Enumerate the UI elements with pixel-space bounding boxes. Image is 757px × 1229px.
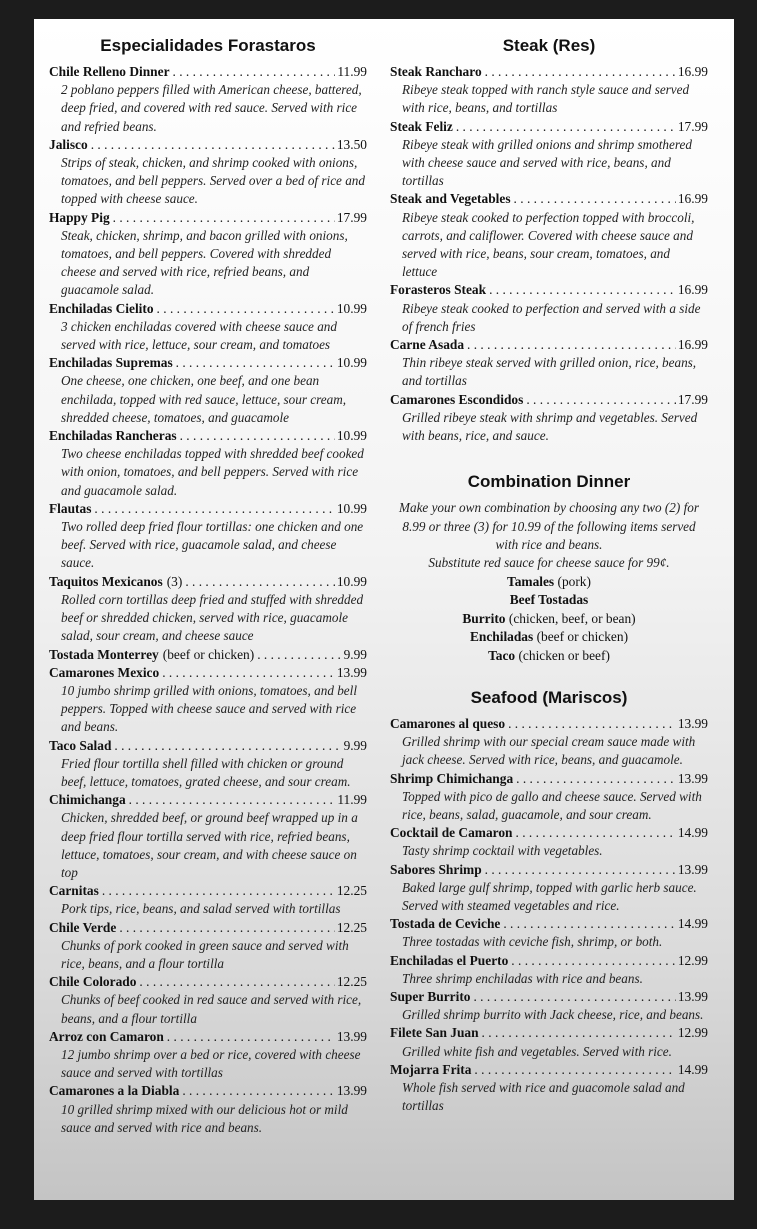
item-name: Flautas xyxy=(49,500,92,516)
dot-leader xyxy=(489,281,676,299)
item-note: (beef or chicken) xyxy=(162,646,255,662)
option-note: (pork) xyxy=(557,573,591,589)
menu-item-header xyxy=(49,882,367,900)
dot-leader xyxy=(257,646,341,664)
item-name: Jalisco xyxy=(49,136,88,152)
item-name: Taquitos Mexicanos xyxy=(49,573,163,589)
option-name: Enchiladas xyxy=(469,629,534,645)
menu-item xyxy=(49,209,367,300)
section-title: Combination Dinner xyxy=(467,472,631,492)
menu-item xyxy=(49,973,367,1028)
dot-leader xyxy=(94,500,334,518)
option-name: Tamales xyxy=(507,573,555,589)
item-name: Enchiladas Supremas xyxy=(49,355,173,371)
item-description: Rolled corn tortillas deep fried and stuffed with shredded beef or shredded chicken, served with rice, guacamole salad, sour cream, and cheese sauce xyxy=(61,591,364,644)
item-description: One cheese, one chicken, one beef, and one bean enchilada, topped with red sauce, lettuce, sour cream, shredded cheese, tomatoes, and guacamole xyxy=(61,373,347,425)
dot-leader xyxy=(482,1024,676,1042)
item-description: Three shrimp enchiladas with rice and beans. xyxy=(402,970,643,986)
item-name: Taco Salad xyxy=(49,737,112,753)
menu-item-header xyxy=(49,737,367,755)
item-price: 14.99 xyxy=(677,916,708,932)
menu-item xyxy=(49,354,367,427)
dot-leader xyxy=(162,664,335,682)
menu-item-header xyxy=(390,336,708,354)
option-note: (chicken or beef) xyxy=(518,647,610,663)
menu-item-header xyxy=(390,118,708,136)
menu-item xyxy=(49,737,367,792)
menu-item-header xyxy=(390,63,708,81)
dot-leader xyxy=(91,136,335,154)
menu-item-header xyxy=(49,973,367,991)
menu-item xyxy=(390,1024,708,1060)
item-name: Steak Rancharo xyxy=(390,64,482,79)
item-description: Ribeye steak topped with ranch style sauce and served with rice, beans, and tortillas xyxy=(402,82,690,116)
dot-leader xyxy=(516,770,676,788)
right-column xyxy=(390,35,708,1115)
item-description: Fried flour tortilla shell filled with chicken or ground beef, lettuce, tomatoes, grated cheese, and sour cream. xyxy=(61,755,351,789)
dot-leader xyxy=(511,952,676,970)
dot-leader xyxy=(456,118,676,136)
item-name: Chimichanga xyxy=(49,792,126,808)
menu-item-header xyxy=(49,500,367,518)
item-description: Topped with pico de gallo and cheese sauce. Served with rice, beans, salad, guacamole, and sour cream. xyxy=(402,788,702,822)
item-name: Arroz con Camaron xyxy=(49,1028,164,1044)
item-name: Chile Colorado xyxy=(49,974,137,990)
item-price: 17.99 xyxy=(677,391,708,407)
item-price: 12.99 xyxy=(677,1025,708,1041)
dot-leader xyxy=(526,391,676,409)
option-name: Beef Tostadas xyxy=(509,592,589,608)
item-price: 13.99 xyxy=(677,715,708,731)
menu-item-header xyxy=(49,209,367,227)
item-name: Steak Feliz xyxy=(390,118,453,134)
left-column xyxy=(49,35,367,1137)
menu-item-header xyxy=(49,1028,367,1046)
item-description: Ribeye steak cooked to perfection and served with a side of french fries xyxy=(402,300,701,334)
dot-leader xyxy=(503,915,676,933)
item-description: Tasty shrimp cocktail with vegetables. xyxy=(402,843,603,859)
dot-leader xyxy=(185,573,335,591)
item-note: (3) xyxy=(166,573,183,589)
item-price: 16.99 xyxy=(677,64,708,79)
menu-item-header xyxy=(49,300,367,318)
item-description: Two cheese enchiladas topped with shredded beef cooked with onion, tomatoes, and bell peppers. Served with rice and guacamole salad. xyxy=(61,446,364,498)
section-title: Seafood (Mariscos) xyxy=(470,687,628,707)
menu-item xyxy=(390,63,708,118)
item-name: Chile Verde xyxy=(49,919,117,935)
item-price: 14.99 xyxy=(677,825,708,841)
item-price: 11.99 xyxy=(337,64,367,79)
item-price: 13.99 xyxy=(677,988,708,1004)
item-description: Ribeye steak with grilled onions and shrimp smothered with cheese sauce and served with rice, beans, and tortillas xyxy=(402,136,692,189)
item-name: Steak and Vegetables xyxy=(390,191,511,207)
menu-item xyxy=(49,573,367,646)
item-description: 3 chicken enchiladas covered with cheese sauce and served with rice, lettuce, sour cream, and tomatoes xyxy=(61,318,337,353)
item-name: Filete San Juan xyxy=(390,1025,479,1041)
combination-intro: Make your own combination by choosing any two (2) for 8.99 or three (3) for 10.99 of the following items served with rice and beans. xyxy=(399,500,699,553)
dot-leader xyxy=(102,882,335,900)
item-price: 10.99 xyxy=(336,355,367,371)
item-price: 12.25 xyxy=(336,919,367,935)
item-name: Tostada de Ceviche xyxy=(390,916,501,932)
menu-item xyxy=(390,952,708,988)
dot-leader xyxy=(516,824,676,842)
especialidades-section xyxy=(49,35,367,1137)
item-price: 17.99 xyxy=(336,209,367,225)
menu-item-header xyxy=(49,63,367,81)
menu-item xyxy=(390,391,708,446)
combination-option xyxy=(390,647,708,665)
item-description: Ribeye steak cooked to perfection topped with broccoli, carrots, and califlower. Covered with cheese sauce and served with rice, beans, sour cream, tomatoes, and lettuce xyxy=(402,209,695,280)
item-description: 10 jumbo shrimp grilled with onions, tomatoes, and bell peppers. Topped with cheese sauce and served with rice and beans. xyxy=(61,682,357,735)
menu-item-header xyxy=(49,1082,367,1100)
menu-item-header xyxy=(390,915,708,933)
menu-item-header xyxy=(49,354,367,372)
menu-item xyxy=(390,336,708,391)
dot-leader xyxy=(157,300,335,318)
option-note: (chicken, beef, or bean) xyxy=(508,610,636,626)
item-description: Whole fish served with rice and guacomole salad and tortillas xyxy=(402,1079,685,1114)
option-name: Burrito xyxy=(462,610,506,626)
item-description: Two rolled deep fried flour tortillas: one chicken and one beef. Served with rice, guacamole salad, and cheese sauce. xyxy=(61,519,364,571)
combination-option xyxy=(390,610,708,628)
item-price: 16.99 xyxy=(677,282,708,298)
combination-substitute: Substitute red sauce for cheese sauce for 99¢. xyxy=(428,555,670,571)
menu-item-header xyxy=(390,715,708,733)
menu-item-header xyxy=(49,646,367,664)
item-price: 9.99 xyxy=(343,737,367,753)
item-name: Tostada Monterrey xyxy=(49,646,159,662)
dot-leader xyxy=(114,737,341,755)
item-price: 17.99 xyxy=(677,118,708,134)
menu-item xyxy=(49,63,367,136)
dot-leader xyxy=(113,209,335,227)
item-description: 10 grilled shrimp mixed with our delicious hot or mild sauce and served with rice and beans. xyxy=(61,1101,348,1135)
item-price: 12.25 xyxy=(336,974,367,990)
item-price: 13.99 xyxy=(677,770,708,786)
dot-leader xyxy=(176,354,335,372)
menu-item xyxy=(49,664,367,737)
item-description: Chunks of beef cooked in red sauce and served with rice, beans, and a flour tortilla xyxy=(61,992,362,1026)
item-description: Grilled ribeye steak with shrimp and vegetables. Served with beans, rice, and sauce. xyxy=(402,409,698,444)
option-note: (beef or chicken) xyxy=(536,629,629,645)
dot-leader xyxy=(474,1061,675,1079)
combination-options xyxy=(390,573,708,665)
menu-item xyxy=(390,824,708,860)
item-price: 13.99 xyxy=(336,664,367,680)
menu-item-header xyxy=(49,427,367,445)
menu-item xyxy=(49,1082,367,1137)
item-name: Cocktail de Camaron xyxy=(390,825,513,841)
menu-item xyxy=(390,915,708,951)
item-name: Enchiladas el Puerto xyxy=(390,952,509,968)
item-price: 12.25 xyxy=(336,883,367,899)
menu-page xyxy=(34,19,734,1200)
item-description: Baked large gulf shrimp, topped with garlic herb sauce. Served with steamed vegetables and rice. xyxy=(402,879,697,913)
dot-leader xyxy=(508,715,676,733)
menu-item xyxy=(390,190,708,281)
item-name: Happy Pig xyxy=(49,209,110,225)
dot-leader xyxy=(167,1028,335,1046)
dot-leader xyxy=(473,988,675,1006)
dot-leader xyxy=(467,336,676,354)
menu-item-header xyxy=(390,988,708,1006)
menu-item xyxy=(49,646,367,664)
item-description: Strips of steak, chicken, and shrimp cooked with onions, tomatoes, and bell peppers. Served over a bed of rice and topped with cheese sauce. xyxy=(61,155,365,207)
menu-item xyxy=(49,1028,367,1083)
seafood-section xyxy=(390,687,708,1115)
dot-leader xyxy=(514,190,676,208)
item-price: 16.99 xyxy=(677,191,708,207)
combination-option xyxy=(390,573,708,591)
menu-item-header xyxy=(390,391,708,409)
menu-item xyxy=(49,500,367,573)
item-price: 14.99 xyxy=(677,1061,708,1077)
item-name: Camarones a la Diabla xyxy=(49,1083,180,1099)
steak-section xyxy=(390,35,708,445)
item-description: Chicken, shredded beef, or ground beef wrapped up in a deep fried flour tortilla served with rice, refried beans, lettuce, tomatoes, sour cream, and with cheese sauce on top xyxy=(61,810,358,880)
item-price: 10.99 xyxy=(336,500,367,516)
item-price: 10.99 xyxy=(336,300,367,316)
menu-item xyxy=(49,427,367,500)
menu-item-header xyxy=(49,664,367,682)
item-price: 13.99 xyxy=(336,1083,367,1099)
menu-item-header xyxy=(390,824,708,842)
item-name: Carnitas xyxy=(49,883,99,899)
menu-item-header xyxy=(49,136,367,154)
item-price: 10.99 xyxy=(336,573,367,589)
menu-item-header xyxy=(390,861,708,879)
menu-item-header xyxy=(390,1061,708,1079)
item-name: Super Burrito xyxy=(390,988,471,1004)
combination-option xyxy=(390,591,708,609)
item-description: Thin ribeye steak served with grilled onion, rice, beans, and tortillas xyxy=(402,355,697,389)
menu-item-header xyxy=(49,919,367,937)
item-name: Sabores Shrimp xyxy=(390,861,482,877)
menu-item xyxy=(49,136,367,209)
item-price: 13.99 xyxy=(336,1028,367,1044)
menu-item-header xyxy=(390,770,708,788)
item-price: 13.50 xyxy=(336,136,367,152)
menu-item-header xyxy=(390,190,708,208)
menu-item xyxy=(390,1061,708,1116)
item-description: Grilled shrimp with our special cream sauce made with jack cheese. Served with rice, beans, and guacamole. xyxy=(402,734,696,768)
item-name: Mojarra Frita xyxy=(390,1061,472,1077)
menu-items-list xyxy=(390,715,708,1115)
menu-item xyxy=(390,281,708,336)
dot-leader xyxy=(485,861,676,879)
dot-leader xyxy=(180,427,335,445)
combination-section xyxy=(390,471,708,665)
menu-item xyxy=(390,715,708,770)
item-name: Forasteros Steak xyxy=(390,282,487,298)
dot-leader xyxy=(129,791,336,809)
item-name: Camarones Mexico xyxy=(49,664,160,680)
item-name: Chile Relleno Dinner xyxy=(49,64,170,79)
item-name: Shrimp Chimichanga xyxy=(390,770,514,786)
item-description: Grilled white fish and vegetables. Served with rice. xyxy=(402,1043,672,1059)
menu-item xyxy=(49,882,367,918)
item-description: 12 jumbo shrimp over a bed or rice, covered with cheese sauce and served with tortillas xyxy=(61,1046,361,1081)
section-title: Especialidades Forastaros xyxy=(100,36,316,55)
menu-item-header xyxy=(49,573,367,591)
item-name: Carne Asada xyxy=(390,337,465,353)
dot-leader xyxy=(182,1082,335,1100)
item-price: 13.99 xyxy=(677,861,708,877)
dot-leader xyxy=(139,973,334,991)
menu-item xyxy=(390,988,708,1024)
item-description: Three tostadas with ceviche fish, shrimp, or both. xyxy=(402,934,663,950)
menu-items-list xyxy=(390,63,708,445)
item-price: 11.99 xyxy=(337,792,367,808)
item-name: Enchiladas Rancheras xyxy=(49,428,177,444)
menu-item-header xyxy=(390,952,708,970)
combination-option xyxy=(390,628,708,646)
menu-item xyxy=(49,791,367,882)
menu-item xyxy=(390,770,708,825)
menu-item xyxy=(49,919,367,974)
dot-leader xyxy=(173,63,336,81)
dot-leader xyxy=(485,63,676,81)
menu-item-header xyxy=(390,1024,708,1042)
menu-item-header xyxy=(390,281,708,299)
item-description: Pork tips, rice, beans, and salad served with tortillas xyxy=(61,901,341,917)
item-price: 9.99 xyxy=(343,646,367,662)
menu-items-list xyxy=(49,63,367,1137)
item-description: Chunks of pork cooked in green sauce and served with rice, beans, and a flour tortilla xyxy=(61,937,349,971)
item-price: 10.99 xyxy=(336,428,367,444)
option-name: Taco xyxy=(488,647,516,663)
item-price: 12.99 xyxy=(677,952,708,968)
item-description: Grilled shrimp burrito with Jack cheese, rice, and beans. xyxy=(402,1007,704,1023)
menu-item xyxy=(49,300,367,355)
menu-item xyxy=(390,861,708,916)
menu-item-header xyxy=(49,791,367,809)
item-name: Camarones Escondidos xyxy=(390,391,524,407)
item-price: 16.99 xyxy=(677,337,708,353)
item-name: Enchiladas Cielito xyxy=(49,300,154,316)
item-description: 2 poblano peppers filled with American cheese, battered, deep fried, and covered with red sauce. Served with rice and refried beans. xyxy=(61,82,362,134)
menu-item xyxy=(390,118,708,191)
dot-leader xyxy=(119,919,335,937)
section-title: Steak (Res) xyxy=(502,36,596,55)
item-name: Camarones al queso xyxy=(390,715,506,731)
item-description: Steak, chicken, shrimp, and bacon grilled with onions, tomatoes, and bell peppers. Covered with shredded cheese and served with rice, refried beans, and guacamole salad. xyxy=(61,227,348,298)
